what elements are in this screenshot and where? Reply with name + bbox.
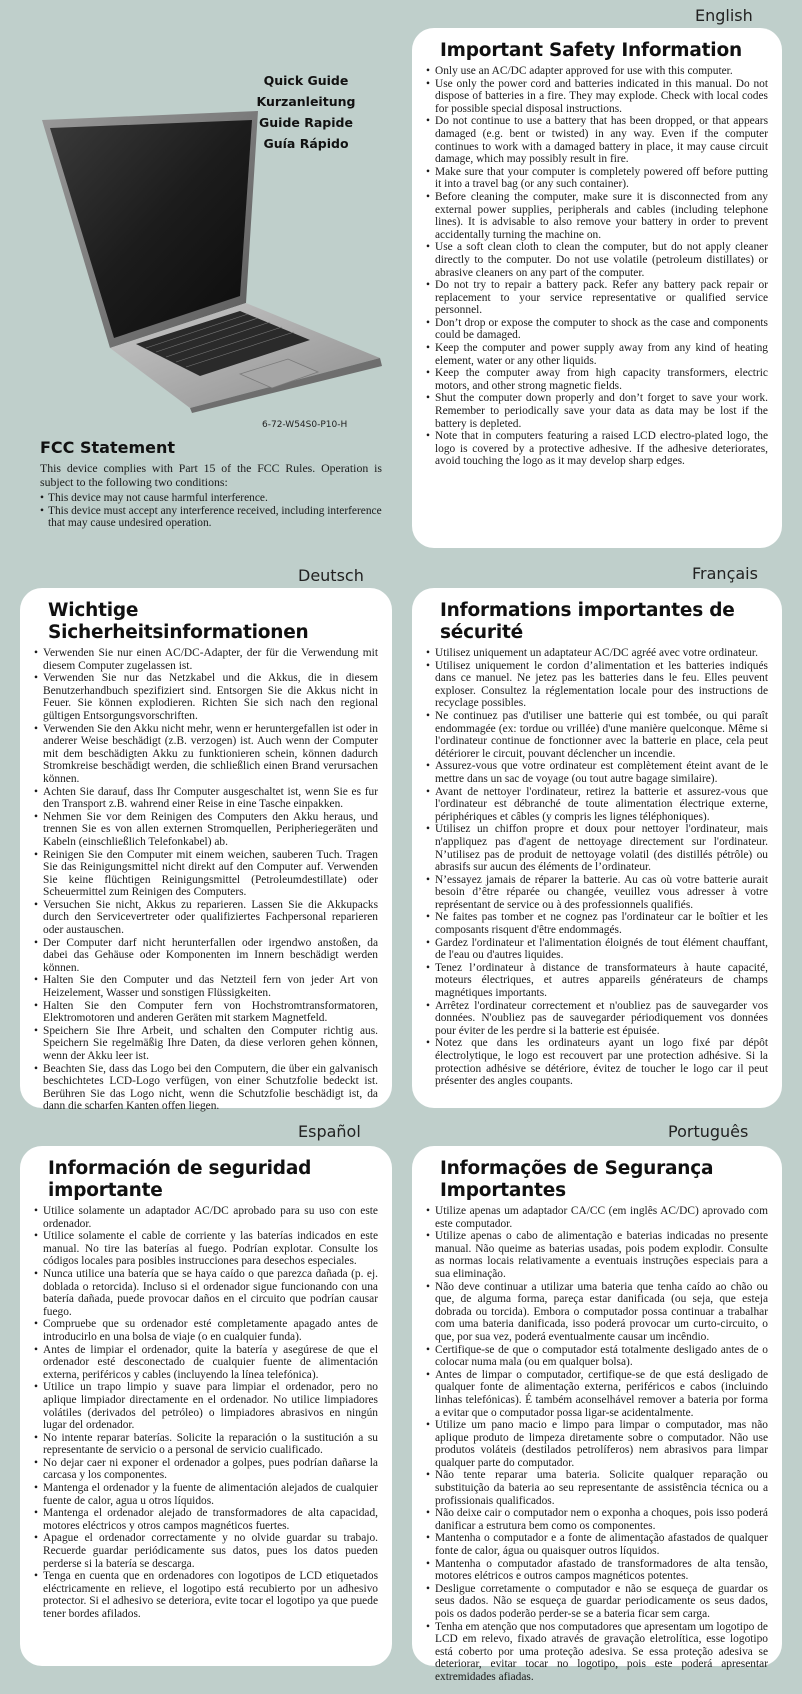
safety-item: • Utilize um pano macio e limpo para limpar o computador, mas não aplique produto de limpeza diretamente sobre o computador. Não use produtos voláteis (destilados petrolíferos) nem abrasivos para limpar qualquer parte do computador.: [426, 1419, 768, 1469]
safety-item: • Utilice un trapo limpio y suave para limpiar el ordenador, pero no aplique limpiador directamente en el ordenador. No utilice limpiadores volátiles (derivados del petróleo) o limpiadores abrasivos en ningún lugar del ordenador.: [34, 1381, 378, 1431]
safety-item: • Keep the computer and power supply away from any kind of heating element, water or any other liquids.: [426, 342, 768, 367]
safety-list: [426, 65, 768, 468]
safety-item: • Utilize apenas um adaptador CA/CC (em inglês AC/DC) aprovado com este computador.: [426, 1205, 768, 1230]
safety-item: • Halten Sie den Computer fern von Hochstromtransformatoren, Elektromotoren und anderen Geräten mit starkem Magnetfeld.: [34, 1000, 378, 1025]
safety-list: [426, 1205, 768, 1684]
panel-title: Información de seguridad importante: [48, 1158, 312, 1201]
safety-item: • Do not continue to use a battery that has been dropped, or that appears damaged (e.g. bent or twisted) in any way. Even if the computer continues to work with a damaged battery in place, it may cause circuit damage, which may possibly result in fire.: [426, 115, 768, 165]
safety-item: • Notez que dans les ordinateurs ayant un logo fixé par dépôt électrolytique, le logo est recouvert par une protection adhésive. Si la protection adhésive se détériore, évitez de toucher le logo car il peut présenter des angles coupants.: [426, 1037, 768, 1087]
safety-item: • Nehmen Sie vor dem Reinigen des Computers den Akku heraus, und trennen Sie es von allen externen Stromquellen, Peripheriegeräten und Kabeln (einschließlich Telefonkabel) ab.: [34, 811, 378, 849]
safety-item: • Shut the computer down properly and don’t forget to save your work. Remember to periodically save your data as data may be lost if the battery is depleted.: [426, 392, 768, 430]
safety-item: • Não tente reparar uma bateria. Solicite qualquer reparação ou substituição da bateria ao seu representante de assistência técnica ou a profissionais qualificados.: [426, 1469, 768, 1507]
safety-item: • Certifique-se de que o computador está totalmente desligado antes de o colocar numa mala (ou em qualquer bolsa).: [426, 1344, 768, 1369]
laptop-image: [40, 108, 385, 413]
panel-portugues: [412, 1146, 782, 1683]
safety-item: • Verwenden Sie nur einen AC/DC-Adapter, der für die Verwendung mit diesem Computer zugelassen ist.: [34, 647, 378, 672]
safety-item: • Der Computer darf nicht herunterfallen oder irgendwo anstoßen, da dabei das Gehäuse oder Komponenten im Innern beschädigt werden können.: [34, 937, 378, 975]
panel-english: [412, 28, 782, 548]
safety-item: • Arrêtez l'ordinateur correctement et n'oubliez pas de sauvegarder vos données. N'oubliez pas de sauvegarder périodiquement vos données pour éviter de les perdre si la batterie est épuisée.: [426, 1000, 768, 1038]
fcc-item: • This device must accept any interference received, including interference that may cause undesired operation.: [40, 505, 382, 530]
safety-item: • No dejar caer ni exponer el ordenador a golpes, pues podrían dañarse la carcasa y los componentes.: [34, 1457, 378, 1482]
safety-item: • N’essayez jamais de réparer la batterie. Au cas où votre batterie aurait besoin d’être réparée ou changée, veuillez vous adresser à votre représentant de service ou à des professionnels qualifiés.: [426, 874, 768, 912]
panel-title: Important Safety Information: [440, 40, 742, 61]
safety-list: [34, 647, 378, 1113]
safety-item: • Antes de limpar o computador, certifique-se de que está desligado de qualquer fonte de alimentação externa, periféricos e cabos (incluindo linhas telefónicas). É também aconselhável remover a bateria por forma a evitar que o computador possa ligar-se acidentalmente.: [426, 1369, 768, 1419]
safety-item: • Use only the power cord and batteries indicated in this manual. Do not dispose of batteries in a fire. They may explode. Check with local codes for possible special disposal instructions.: [426, 78, 768, 116]
safety-item: • Assurez-vous que votre ordinateur est complètement éteint avant de le mettre dans un sac de voyage (ou tout autre bagage similaire).: [426, 760, 768, 785]
language-label-portugues: Português: [668, 1122, 749, 1141]
panel-title: Informations importantes de sécurité: [440, 600, 735, 643]
safety-item: • Tenha em atenção que nos computadores que apresentam um logotipo de LCD em relevo, fixado através de gravação eletrolítica, esse logotipo está coberto por uma proteção adesiva. Se essa proteção adesiva se deteriorar, evitar tocar no logotipo, pois este poderá apresentar extremidades afiadas.: [426, 1621, 768, 1684]
panel-title: Informações de Segurança Importantes: [440, 1158, 714, 1201]
safety-item: • Ne continuez pas d'utiliser une batterie qui est tombée, ou qui paraît endommagée (ex: tordue ou vrillée) d'une manière quelconque. Même si l'ordinateur continue de fonctionner avec la batterie en place, cela peut détériorer le circuit, pouvant déclencher un incendie.: [426, 710, 768, 760]
guide-title-de: Kurzanleitung: [256, 94, 356, 109]
safety-item: • Versuchen Sie nicht, Akkus zu reparieren. Lassen Sie die Akkupacks durch den Servicevertreter oder qualifiziertes Fachpersonal reparieren oder austauschen.: [34, 899, 378, 937]
safety-item: • Tenez l’ordinateur à distance de transformateurs à haute capacité, moteurs électriques, et autres appareils générateurs de champs magnétiques importants.: [426, 962, 768, 1000]
language-label-english: English: [695, 6, 753, 25]
panel-espanol: [20, 1146, 392, 1666]
safety-item: • Reinigen Sie den Computer mit einem weichen, sauberen Tuch. Tragen Sie das Reinigungsmittel nicht direkt auf den Computer auf. Verwenden Sie keine flüchtigen Reinigungsmittel (Petroleumdestillate) oder Scheuermittel zum Reinigen des Computers.: [34, 849, 378, 899]
safety-item: • Ne faites pas tomber et ne cognez pas l'ordinateur car le boîtier et les composants risquent d'être endommagés.: [426, 911, 768, 936]
safety-item: • Do not try to repair a battery pack. Refer any battery pack repair or replacement to your service representative or qualified service personnel.: [426, 279, 768, 317]
fcc-body: [40, 462, 382, 530]
safety-item: • Mantenha o computador afastado de transformadores de alta tensão, motores elétricos e outros campos magnéticos potentes.: [426, 1558, 768, 1583]
guide-title-en: Quick Guide: [263, 73, 349, 88]
fcc-title: FCC Statement: [40, 438, 176, 457]
safety-item: • Halten Sie den Computer und das Netzteil fern von jeder Art von Heizelement, Wasser und sonstigen Flüssigkeiten.: [34, 974, 378, 999]
language-label-deutsch: Deutsch: [298, 566, 364, 585]
safety-item: • Beachten Sie, dass das Logo bei den Computern, die über ein galvanisch beschichtetes LCD-Logo verfügen, von einer Schutzfolie bedeckt ist. Berühren Sie das Logo nicht, wenn die Schutzfolie beschädigt ist, da dann die scharfen Kanten offen liegen.: [34, 1063, 378, 1113]
safety-item: • Apague el ordenador correctamente y no olvide guardar su trabajo. Recuerde guardar periódicamente sus datos, pues los datos pueden perderse si la batería se descarga.: [34, 1532, 378, 1570]
safety-item: • Tenga en cuenta que en ordenadores con logotipos de LCD etiquetados eléctricamente en relieve, el logotipo está recubierto por un adhesivo protector. Si el adhesivo se deteriora, evite tocar el logotipo ya que puede tener bordes afilados.: [34, 1570, 378, 1620]
safety-item: • Não deve continuar a utilizar uma bateria que tenha caído ao chão ou que, de alguma forma, pareça estar danificada (ou seja, que esteja dobrada ou torcida). Embora o computador possa continuar a trabalhar com uma bateria danificada, isso poderá provocar um curto-circuito, o que, por sua vez, poderá eventualmente causar um incêndio.: [426, 1281, 768, 1344]
safety-item: • Desligue corretamente o computador e não se esqueça de guardar os seus dados. Não se esqueça de guardar periodicamente os seus dados, pois os dados poderão perder-se se a bateria ficar sem carga.: [426, 1583, 768, 1621]
safety-item: • Mantenga el ordenador alejado de transformadores de alta capacidad, motores eléctricos y otros campos magnéticos fuertes.: [34, 1507, 378, 1532]
guide-title-fr: Guide Rapide: [259, 115, 353, 130]
safety-item: • Utilisez uniquement le cordon d’alimentation et les batteries indiqués dans ce manuel. Ne jetez pas les batteries dans le feu. Elles peuvent exploser. Consultez la réglementation locale pour des instructions de recyclage possibles.: [426, 660, 768, 710]
safety-item: • Antes de limpiar el ordenador, quite la batería y asegúrese de que el ordenador esté desconectado de cualquier fuente de alimentación externa, periféricos y cables (incluyendo la línea telefónica).: [34, 1344, 378, 1382]
safety-item: • Mantenha o computador e a fonte de alimentação afastados de qualquer fonte de calor, água ou quaisquer outros líquidos.: [426, 1532, 768, 1557]
safety-item: • Don’t drop or expose the computer to shock as the case and components could be damaged.: [426, 317, 768, 342]
safety-item: • Make sure that your computer is completely powered off before putting it into a travel bag (or any such container).: [426, 166, 768, 191]
safety-item: • Use a soft clean cloth to clean the computer, but do not apply cleaner directly to the computer. Do not use volatile (petroleum distillates) or abrasive cleaners on any part of the computer.: [426, 241, 768, 279]
fcc-list: [40, 492, 382, 530]
part-number: 6-72-W54S0-P10-H: [262, 420, 348, 430]
language-label-espanol: Español: [298, 1122, 361, 1141]
safety-item: • No intente reparar baterías. Solicite la reparación o la sustitución a su representante de servicio o a personal de servicio cualificado.: [34, 1432, 378, 1457]
safety-list: [426, 647, 768, 1088]
safety-item: • Utilisez un chiffon propre et doux pour nettoyer l'ordinateur, mais n'appliquez pas d'agent de nettoyage directement sur l'ordinateur. N’utilisez pas de produit de nettoyage volatil (des distillés pétrôle) ou abrasifs sur aucun des éléments de l’ordinateur.: [426, 823, 768, 873]
safety-item: • Only use an AC/DC adapter approved for use with this computer.: [426, 65, 768, 78]
panel-title: Wichtige Sicherheitsinformationen: [48, 600, 309, 643]
safety-item: • Keep the computer away from high capacity transformers, electric motors, and other strong magnetic fields.: [426, 367, 768, 392]
safety-item: • Não deixe cair o computador nem o exponha a choques, pois isso poderá danificar a estrutura bem como os componentes.: [426, 1507, 768, 1532]
safety-item: • Nunca utilice una batería que se haya caído o que parezca dañada (p. ej. doblada o retorcida). Incluso si el ordenador sigue funcionando con una batería dañada, puede provocar daños en el circuito que podrían causar fuego.: [34, 1268, 378, 1318]
safety-item: • Utilisez uniquement un adaptateur AC/DC agréé avec votre ordinateur.: [426, 647, 768, 660]
fcc-intro: This device complies with Part 15 of the FCC Rules. Operation is subject to the following two conditions:: [40, 461, 382, 489]
safety-item: • Verwenden Sie nur das Netzkabel und die Akkus, die in diesem Benutzerhandbuch spezifiziert sind. Entsorgen Sie die Akkus nicht in Feuer. Sie können explodieren. Richten Sie sich nach den regional gültigen Entsorgungsvorschriften.: [34, 672, 378, 722]
safety-item: • Before cleaning the computer, make sure it is disconnected from any external power supplies, peripherals and cables (including telephone lines). It is advisable to also remove your battery in order to prevent accidentally turning the machine on.: [426, 191, 768, 241]
safety-item: • Speichern Sie Ihre Arbeit, und schalten den Computer richtig aus. Speichern Sie regelmäßig Ihre Daten, da diese verloren gehen können, wenn der Akku leer ist.: [34, 1025, 378, 1063]
safety-item: • Utilice solamente el cable de corriente y las baterías indicados en este manual. No tire las baterías al fuego. Podrían explotar. Consulte los códigos locales para posibles instrucciones para desechos especiales.: [34, 1230, 378, 1268]
safety-item: • Utilize apenas o cabo de alimentação e baterias indicadas no presente manual. Não queime as baterias usadas, pois podem explodir. Consulte as normas locais relativamente a eventuais instruções especiais para a sua eliminação.: [426, 1230, 768, 1280]
fcc-item: • This device may not cause harmful interference.: [40, 492, 382, 505]
guide-title-es: Guía Rápido: [263, 136, 349, 151]
safety-item: • Avant de nettoyer l'ordinateur, retirez la batterie et assurez-vous que l'ordinateur est débranché de toute alimentation électrique externe, périphériques et câbles (y compris les lignes téléphoniques).: [426, 786, 768, 824]
safety-item: • Verwenden Sie den Akku nicht mehr, wenn er heruntergefallen ist oder in anderer Weise beschädigt (z.B. verzogen) ist. Auch wenn der Computer mit dem beschädigten Akku zu funktionieren schein, können dadurch Stromkreise beschädigt werden, die schließlich einen Brand verursachen können.: [34, 723, 378, 786]
safety-list: [34, 1205, 378, 1621]
safety-item: • Gardez l'ordinateur et l'alimentation éloignés de tout élément chauffant, de l'eau ou d'autres liquides.: [426, 937, 768, 962]
safety-item: • Achten Sie darauf, dass Ihr Computer ausgeschaltet ist, wenn Sie es fur den Transport z.B. wahrend einer Reise in eine Tasche einpakken.: [34, 786, 378, 811]
safety-item: • Mantenga el ordenador y la fuente de alimentación alejados de cualquier fuente de calor, agua u otros líquidos.: [34, 1482, 378, 1507]
panel-deutsch: [20, 588, 392, 1113]
language-label-francais: Français: [692, 564, 758, 583]
safety-item: • Utilice solamente un adaptador AC/DC aprobado para su uso con este ordenador.: [34, 1205, 378, 1230]
safety-item: • Note that in computers featuring a raised LCD electro-plated logo, the logo is covered by a protective adhesive. If the adhesive deteriorates, avoid touching the logo as it may develop sharp edges.: [426, 430, 768, 468]
safety-item: • Compruebe que su ordenador esté completamente apagado antes de introducirlo en una bolsa de viaje (o en cualquier funda).: [34, 1318, 378, 1343]
panel-francais: [412, 588, 782, 1108]
